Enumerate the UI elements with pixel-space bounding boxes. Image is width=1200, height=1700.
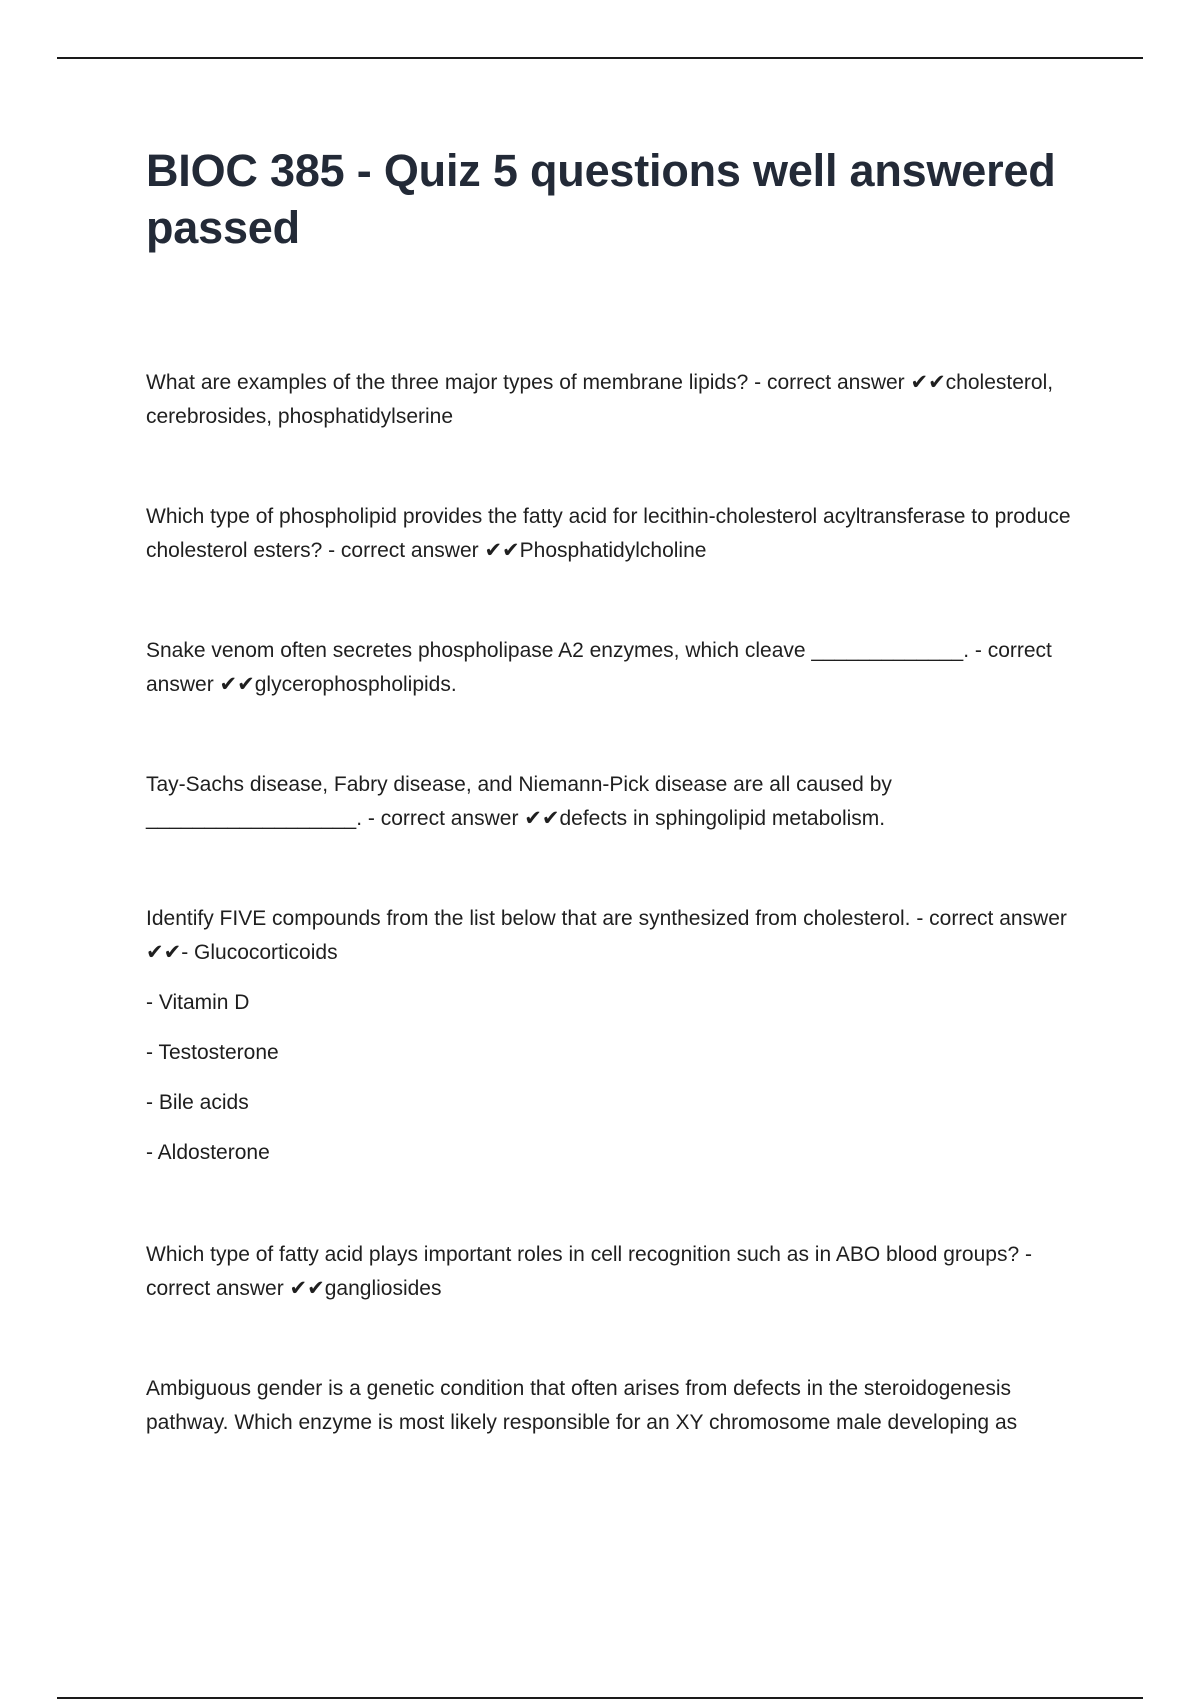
document-title: BIOC 385 - Quiz 5 questions well answered passed <box>146 145 1056 253</box>
list-item: - Vitamin D <box>146 991 250 1014</box>
document-body <box>146 142 1086 1440</box>
question-answer-2: Which type of phospholipid provides the fatty acid for lecithin-cholesterol acyltransferase to produce cholesterol esters? - correct answer ✔✔Phosphatidylcholine <box>146 505 1071 562</box>
header-rule <box>57 57 1143 59</box>
list-item: - Bile acids <box>146 1091 249 1114</box>
question-answer-5: Identify FIVE compounds from the list below that are synthesized from cholesterol. - correct answer ✔✔- Glucocorticoids <box>146 907 1067 964</box>
footer-rule <box>57 1697 1143 1699</box>
question-answer-1: What are examples of the three major types of membrane lipids? - correct answer ✔✔cholesterol, cerebrosides, phosphatidylserine <box>146 371 1054 428</box>
question-answer-6: Which type of fatty acid plays important roles in cell recognition such as in ABO blood groups? - correct answer ✔✔gangliosides <box>146 1243 1032 1300</box>
question-answer-7: Ambiguous gender is a genetic condition that often arises from defects in the steroidogenesis pathway. Which enzyme is most likely responsible for an XY chromosome male developing as <box>146 1377 1018 1434</box>
list-item: - Testosterone <box>146 1041 279 1064</box>
list-item: - Aldosterone <box>146 1141 270 1164</box>
question-answer-4: Tay-Sachs disease, Fabry disease, and Niemann-Pick disease are all caused by __________________. - correct answer ✔✔defects in sphingolipid metabolism. <box>146 773 892 830</box>
question-answer-3: Snake venom often secretes phospholipase A2 enzymes, which cleave _____________. - correct answer ✔✔glycerophospholipids. <box>146 639 1052 696</box>
